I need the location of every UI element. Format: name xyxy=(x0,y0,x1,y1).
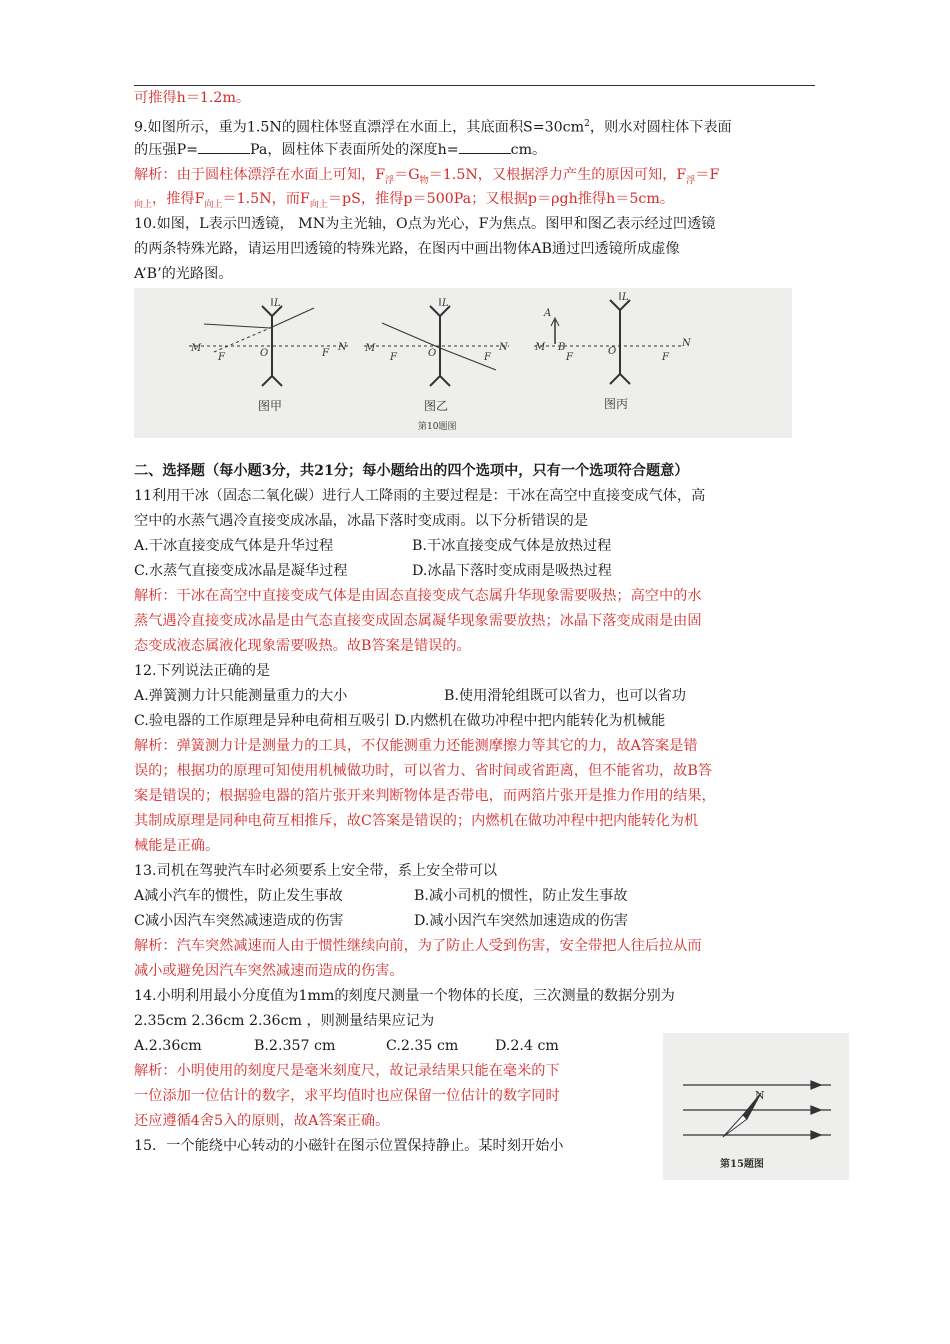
answer-12-line-3: 案是错误的；根据验电器的箔片张开来判断物体是否带电，而两箔片张开是推力作用的结果， xyxy=(134,788,716,804)
answer-9-line-1: 解析：由于圆柱体漂浮在水面上可知，$F_浮=G_物=1.5N$，又根据浮力产生的原因可知，$F_浮=F$ xyxy=(134,167,720,186)
question-10-line-2: 的两条特殊光路，请运用凹透镜的特殊光路，在图丙中画出物体AB通过凹透镜所成虚像 xyxy=(134,241,680,257)
answer-12-line-4: 其制成原理是同种电荷互相推斥，故C答案是错误的；内燃机在做功冲程中把内能转化为机 xyxy=(134,813,699,829)
svg-text:F: F xyxy=(484,352,491,363)
svg-text:N: N xyxy=(755,1089,765,1102)
answer-line: 可推得h＝1.2m。 xyxy=(134,90,251,106)
header-rule xyxy=(134,85,815,86)
answer-blank[interactable] xyxy=(198,139,250,154)
answer-blank[interactable] xyxy=(459,139,511,154)
arrowhead xyxy=(811,1131,821,1139)
question-11-line-1: 11利用干冰（固态二氧化碳）进行人工降雨的主要过程是：干冰在高空中直接变成气体，高 xyxy=(134,488,706,504)
option-a[interactable]: A.干冰直接变成气体是升华过程 xyxy=(134,538,334,554)
svg-text:M: M xyxy=(191,343,202,354)
option-b[interactable]: B.减小司机的惯性，防止发生事故 xyxy=(414,888,628,904)
svg-text:第15题图: 第15题图 xyxy=(720,1159,764,1170)
svg-text:O: O xyxy=(608,346,617,357)
figure-10 xyxy=(134,288,792,438)
svg-text:M: M xyxy=(365,343,376,354)
svg-text:B: B xyxy=(558,342,566,353)
svg-text:N: N xyxy=(499,342,508,353)
option-a[interactable]: A减小汽车的惯性，防止发生事故 xyxy=(134,888,343,904)
svg-text:N: N xyxy=(338,342,347,353)
answer-12-line-2: 误的；根据功的原理可知使用机械做功时，可以省力、省时间或省距离，但不能省功，故B答 xyxy=(134,763,712,779)
svg-text:F: F xyxy=(566,352,573,363)
figure-15 xyxy=(663,1033,849,1180)
option-b[interactable]: B.2.357 cm xyxy=(254,1038,336,1054)
svg-text:O: O xyxy=(428,348,437,359)
answer-12-line-1: 解析：弹簧测力计是测量力的工具，不仅能测重力还能测摩擦力等其它的力，故A答案是错 xyxy=(134,738,698,754)
answer-11-line-1: 解析：干冰在高空中直接变成气体是由固态直接变成气态属升华现象需要吸热；高空中的水 xyxy=(134,588,702,604)
answer-11-line-3: 态变成液态属液化现象需要吸热。故B答案是错误的。 xyxy=(134,638,471,654)
svg-text:F: F xyxy=(218,352,225,363)
option-d[interactable]: D.2.4 cm xyxy=(495,1038,559,1054)
option-a[interactable]: A.2.36cm xyxy=(134,1038,202,1054)
answer-14-line-2: 一位添加一位估计的数字，求平均值时也应保留一位估计的数字同时 xyxy=(134,1088,560,1104)
svg-text:L: L xyxy=(622,292,629,303)
svg-text:M: M xyxy=(535,342,546,353)
svg-text:N: N xyxy=(682,338,691,349)
question-14-options xyxy=(134,1036,559,1056)
svg-text:第10题图: 第10题图 xyxy=(418,422,457,432)
question-10-line-1: 10.如图，L表示凹透镜， MN为主光轴，O点为光心，F为焦点。图甲和图乙表示经过凹透镜 xyxy=(134,216,716,232)
question-12: 12.下列说法正确的是 xyxy=(134,663,271,679)
option-d[interactable]: D.减小因汽车突然加速造成的伤害 xyxy=(414,913,629,929)
question-15: 15．一个能绕中心转动的小磁针在图示位置保持静止。某时刻开始小 xyxy=(134,1138,564,1154)
svg-text:A: A xyxy=(544,308,552,319)
svg-text:O: O xyxy=(260,348,269,359)
answer-9-line-2: $_{向上}$，推得$F_{向上}=1.5N$，而$F_{向上}=pS$，推得p＝500Pa；又根据p＝ρgh推得h＝5cm。 xyxy=(134,191,675,210)
option-b[interactable]: B.使用滑轮组既可以省力，也可以省功 xyxy=(444,688,686,704)
question-13: 13.司机在驾驶汽车时必须要系上安全带，系上安全带可以 xyxy=(134,863,498,879)
arrowhead xyxy=(811,1106,821,1114)
answer-13-line-2: 减小或避免因汽车突然减速而造成的伤害。 xyxy=(134,963,404,979)
question-12-options-cd: C.验电器的工作原理是异种电荷相互吸引 D.内燃机在做功冲程中把内能转化为机械能 xyxy=(134,713,666,729)
option-a[interactable]: A.弹簧测力计只能测量重力的大小 xyxy=(134,688,348,704)
question-12-options-ab xyxy=(134,686,686,706)
question-13-options-ab xyxy=(134,886,628,906)
question-14-line-2: 2.35cm 2.36cm 2.36cm ，则测量结果应记为 xyxy=(134,1013,435,1029)
answer-11-line-2: 蒸气遇冷直接变成冰晶是由气态直接变成固态属凝华现象需要放热；冰晶下落变成雨是由固 xyxy=(134,613,702,629)
svg-text:图丙: 图丙 xyxy=(604,397,629,411)
svg-text:图甲: 图甲 xyxy=(258,399,283,413)
option-b[interactable]: B.干冰直接变成气体是放热过程 xyxy=(412,538,612,554)
question-14-line-1: 14.小明利用最小分度值为1mm的刻度尺测量一个物体的长度，三次测量的数据分别为 xyxy=(134,988,675,1004)
question-11-line-2: 空中的水蒸气遇冷直接变成冰晶，冰晶下落时变成雨。以下分析错误的是 xyxy=(134,513,589,529)
question-10-line-3: A’B’的光路图。 xyxy=(134,266,233,282)
arrowhead xyxy=(811,1081,821,1089)
question-9: 9.如图所示，重为1.5N的圆柱体竖直漂浮在水面上，其底面积$S=30cm^2$，则水对圆柱体下表面 xyxy=(134,119,732,136)
svg-text:L: L xyxy=(274,298,281,309)
option-c[interactable]: C减小因汽车突然减速造成的伤害 xyxy=(134,913,344,929)
section-2-heading: 二、选择题（每小题3分，共21分；每小题给出的四个选项中，只有一个选项符合题意） xyxy=(134,463,689,479)
svg-text:F: F xyxy=(390,352,397,363)
answer-14-line-1: 解析：小明使用的刻度尺是毫米刻度尺，故记录结果只能在毫米的下 xyxy=(134,1063,560,1079)
svg-text:F: F xyxy=(322,348,329,359)
answer-12-line-5: 械能是正确。 xyxy=(134,838,220,854)
question-11-options-ab xyxy=(134,536,612,556)
svg-text:F: F xyxy=(662,352,669,363)
question-13-options-cd xyxy=(134,911,629,931)
question-11-options-cd xyxy=(134,561,612,581)
svg-text:L: L xyxy=(442,298,449,309)
answer-14-line-3: 还应遵循4舍5入的原则，故A答案正确。 xyxy=(134,1113,390,1129)
question-9-blanks: 的压强P= Pa，圆柱体下表面所处的深度h= cm。 xyxy=(134,139,546,160)
answer-13-line-1: 解析：汽车突然减速而人由于惯性继续向前，为了防止人受到伤害，安全带把人往后拉从而 xyxy=(134,938,702,954)
option-c[interactable]: C.水蒸气直接变成冰晶是凝华过程 xyxy=(134,563,348,579)
option-d[interactable]: D.冰晶下落时变成雨是吸热过程 xyxy=(412,563,612,579)
option-c[interactable]: C.2.35 cm xyxy=(386,1038,459,1054)
svg-text:图乙: 图乙 xyxy=(424,399,449,413)
